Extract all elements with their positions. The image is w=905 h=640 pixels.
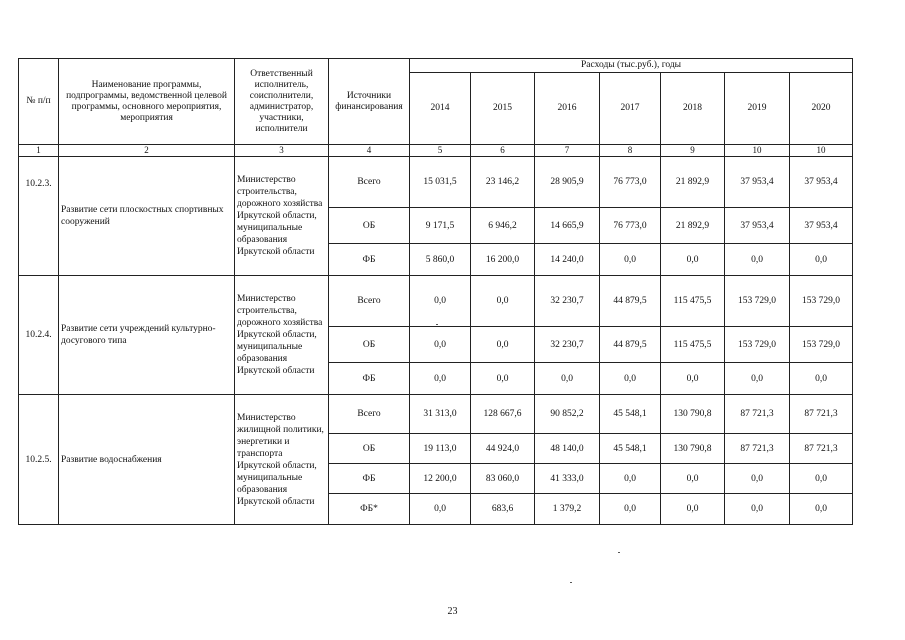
expense-value: 41 333,0 [535, 464, 600, 494]
expense-value: 44 924,0 [471, 434, 535, 464]
column-number: 6 [471, 145, 535, 157]
expense-value: 153 729,0 [790, 276, 853, 327]
header-expenses: Расходы (тыс.руб.), годы [410, 59, 853, 73]
expense-value: 0,0 [725, 494, 790, 525]
funding-source: ОБ [329, 208, 410, 244]
responsible-executor: Министерство строительства, дорожного хозяйства Иркутской области, муниципальные образования Иркутской области [235, 276, 329, 395]
header-name: Наименование программы, подпрограммы, ведомственной целевой программы, основного мероприятия, мероприятия [59, 59, 235, 145]
expense-value: 21 892,9 [661, 157, 725, 208]
program-name: Развитие водоснабжения [59, 395, 235, 525]
expense-value: 0,0 [790, 494, 853, 525]
expense-value: 14 665,9 [535, 208, 600, 244]
expense-value: 0,0 [790, 464, 853, 494]
expense-value: 0,0 [471, 276, 535, 327]
expense-value: 37 953,4 [725, 157, 790, 208]
expense-value: 37 953,4 [790, 157, 853, 208]
expense-value: 115 475,5 [661, 327, 725, 363]
expense-value: 0,0 [410, 363, 471, 395]
header-year: 2020 [790, 73, 853, 145]
header-no: № п/п [19, 59, 59, 145]
expense-value: 44 879,5 [600, 276, 661, 327]
funding-source: ФБ [329, 244, 410, 276]
header-year: 2014 [410, 73, 471, 145]
column-number: 1 [19, 145, 59, 157]
column-number: 7 [535, 145, 600, 157]
expense-value: 48 140,0 [535, 434, 600, 464]
expense-value: 0,0 [410, 327, 471, 363]
expense-value: 45 548,1 [600, 395, 661, 434]
expense-value: 32 230,7 [535, 276, 600, 327]
expense-value: 0,0 [600, 494, 661, 525]
responsible-executor: Министерство строительства, дорожного хозяйства Иркутской области, муниципальные образования Иркутской области [235, 157, 329, 276]
scan-speck [436, 324, 438, 325]
expense-value: 31 313,0 [410, 395, 471, 434]
expense-value: 23 146,2 [471, 157, 535, 208]
expense-value: 0,0 [410, 276, 471, 327]
funding-source: ОБ [329, 327, 410, 363]
row-number: 10.2.4. [19, 276, 59, 395]
expense-value: 5 860,0 [410, 244, 471, 276]
header-sources: Источники финансирования [329, 59, 410, 145]
table-row [19, 276, 853, 327]
expense-value: 87 721,3 [790, 395, 853, 434]
expense-value: 87 721,3 [725, 434, 790, 464]
funding-source: Всего [329, 395, 410, 434]
column-number: 5 [410, 145, 471, 157]
funding-source: Всего [329, 276, 410, 327]
expense-value: 9 171,5 [410, 208, 471, 244]
expense-value: 45 548,1 [600, 434, 661, 464]
expense-value: 130 790,8 [661, 395, 725, 434]
expense-value: 0,0 [471, 327, 535, 363]
expense-value: 0,0 [600, 464, 661, 494]
expense-value: 0,0 [790, 363, 853, 395]
expense-value: 76 773,0 [600, 157, 661, 208]
expense-value: 19 113,0 [410, 434, 471, 464]
expense-value: 6 946,2 [471, 208, 535, 244]
column-number: 10 [725, 145, 790, 157]
header-year: 2018 [661, 73, 725, 145]
header-year: 2017 [600, 73, 661, 145]
table-row [19, 157, 853, 208]
expense-value: 0,0 [410, 494, 471, 525]
expense-value: 90 852,2 [535, 395, 600, 434]
funding-source: ФБ [329, 363, 410, 395]
expense-value: 0,0 [535, 363, 600, 395]
expense-value: 130 790,8 [661, 434, 725, 464]
row-number: 10.2.3. [19, 157, 59, 276]
expense-value: 83 060,0 [471, 464, 535, 494]
header-year: 2015 [471, 73, 535, 145]
expense-value: 0,0 [661, 464, 725, 494]
expense-value: 14 240,0 [535, 244, 600, 276]
expense-value: 0,0 [661, 494, 725, 525]
column-number: 4 [329, 145, 410, 157]
funding-source: Всего [329, 157, 410, 208]
expense-value: 21 892,9 [661, 208, 725, 244]
expense-value: 0,0 [661, 363, 725, 395]
expense-value: 0,0 [600, 363, 661, 395]
expense-value: 15 031,5 [410, 157, 471, 208]
expense-value: 37 953,4 [725, 208, 790, 244]
funding-source: ФБ* [329, 494, 410, 525]
expense-value: 1 379,2 [535, 494, 600, 525]
expense-value: 0,0 [600, 244, 661, 276]
header-year: 2016 [535, 73, 600, 145]
scan-speck [618, 552, 620, 553]
expense-value: 0,0 [471, 363, 535, 395]
expense-value: 0,0 [661, 244, 725, 276]
expense-value: 128 667,6 [471, 395, 535, 434]
expense-value: 153 729,0 [725, 327, 790, 363]
column-number: 9 [661, 145, 725, 157]
expense-value: 683,6 [471, 494, 535, 525]
header-year: 2019 [725, 73, 790, 145]
column-number: 10 [790, 145, 853, 157]
row-number: 10.2.5. [19, 395, 59, 525]
expense-value: 0,0 [725, 244, 790, 276]
budget-table [18, 58, 853, 525]
column-number: 3 [235, 145, 329, 157]
expense-value: 115 475,5 [661, 276, 725, 327]
program-name: Развитие сети плоскостных спортивных сооружений [59, 157, 235, 276]
column-number: 2 [59, 145, 235, 157]
header-responsible: Ответственный исполнитель, соисполнители, администратор, участники, исполнители [235, 59, 329, 145]
expense-value: 153 729,0 [725, 276, 790, 327]
table-row [19, 395, 853, 434]
expense-value: 153 729,0 [790, 327, 853, 363]
responsible-executor: Министерство жилищной политики, энергетики и транспорта Иркутской области, муниципальные образования Иркутской области [235, 395, 329, 525]
page-number: 23 [447, 606, 458, 617]
funding-source: ОБ [329, 434, 410, 464]
expense-value: 16 200,0 [471, 244, 535, 276]
expense-value: 87 721,3 [725, 395, 790, 434]
expense-value: 0,0 [790, 244, 853, 276]
expense-value: 76 773,0 [600, 208, 661, 244]
expense-value: 12 200,0 [410, 464, 471, 494]
expense-value: 37 953,4 [790, 208, 853, 244]
scan-speck [570, 582, 572, 583]
funding-source: ФБ [329, 464, 410, 494]
expense-value: 0,0 [725, 464, 790, 494]
expense-value: 87 721,3 [790, 434, 853, 464]
expense-value: 0,0 [725, 363, 790, 395]
column-number: 8 [600, 145, 661, 157]
expense-value: 28 905,9 [535, 157, 600, 208]
program-name: Развитие сети учреждений культурно-досугового типа [59, 276, 235, 395]
expense-value: 32 230,7 [535, 327, 600, 363]
expense-value: 44 879,5 [600, 327, 661, 363]
